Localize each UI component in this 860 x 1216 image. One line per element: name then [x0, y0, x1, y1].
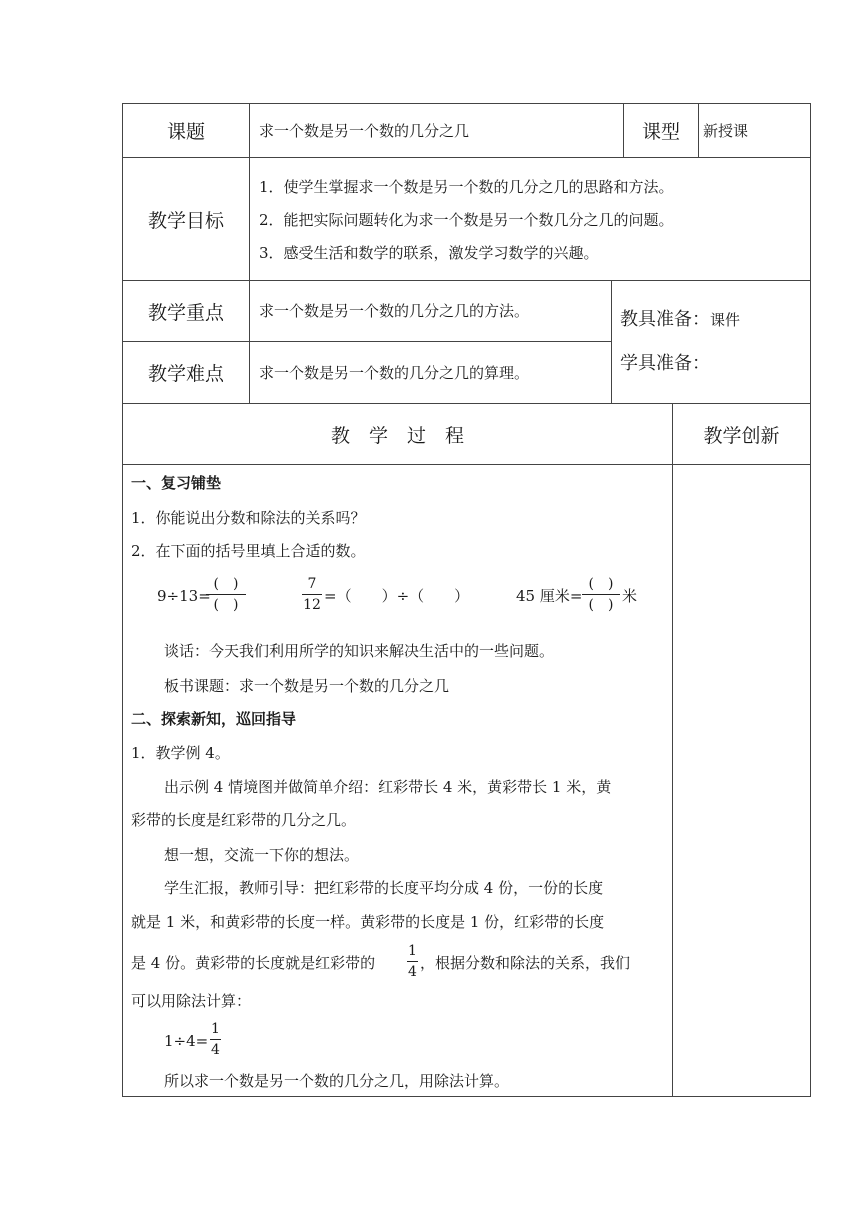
board-text: 板书课题：求一个数是另一个数的几分之几 — [164, 677, 450, 695]
exercise2-fraction — [302, 575, 322, 614]
teacher-tools-label: 教具准备： — [620, 309, 710, 330]
exercise1-fraction — [206, 575, 246, 614]
topic-value: 求一个数是另一个数的几分之几 — [259, 122, 470, 140]
paragraph-text: ，根据分数和除法的关系，我们 — [420, 954, 631, 972]
fraction-denominator: 4 — [408, 964, 417, 980]
process-title: 教 学 过 程 — [330, 424, 464, 447]
objective-item: 3．感受生活和数学的联系，激发学习数学的兴趣。 — [259, 244, 599, 262]
objective-item: 2．能把实际问题转化为求一个数是另一个数几分之几的问题。 — [259, 211, 674, 229]
table-border-bottom — [122, 1096, 811, 1097]
difficulty-label: 教学难点 — [147, 363, 224, 385]
exercise1-denominator: ( ) — [213, 597, 239, 613]
paragraph-line: 学生汇报，教师引导：把红彩带的长度平均分成 4 份，一份的长度 — [164, 879, 604, 897]
exercise1-left: 9÷13= — [157, 587, 211, 605]
type-label: 课型 — [641, 121, 680, 143]
talk-text: 谈话：今天我们利用所学的知识来解决生活中的一些问题。 — [164, 642, 555, 660]
key-point-label: 教学重点 — [147, 301, 224, 324]
table-border-right — [810, 103, 811, 1097]
paragraph-line: 彩带的长度是红彩带的几分之几。 — [131, 811, 357, 829]
difficulty-value: 求一个数是另一个数的几分之几的算理。 — [259, 364, 530, 382]
exercise1-numerator: ( ) — [213, 576, 239, 592]
col-divider — [698, 103, 699, 157]
paragraph-line: 想一想，交流一下你的想法。 — [164, 846, 360, 864]
exercise3-fraction — [582, 575, 620, 614]
col-divider — [249, 103, 250, 403]
col-divider — [611, 280, 612, 403]
teacher-tools — [620, 310, 740, 330]
paragraph-line: 可以用除法计算： — [131, 992, 252, 1010]
paragraph-line: 出示例 4 情境图并做简单介绍：红彩带长 4 米，黄彩带长 1 米，黄 — [164, 778, 612, 796]
type-value: 新授课 — [703, 122, 749, 140]
calculation-left: 1÷4= — [164, 1032, 209, 1050]
example-item: 1．教学例 4。 — [131, 744, 230, 762]
teacher-tools-value: 课件 — [710, 311, 741, 329]
calculation-fraction — [210, 1020, 221, 1059]
review-question: 1．你能说出分数和除法的关系吗？ — [131, 509, 366, 527]
section2-heading: 二、探索新知，巡回指导 — [131, 710, 297, 728]
exercise3-left: 45 厘米= — [516, 587, 583, 605]
exercise3-unit: 米 — [622, 587, 638, 605]
exercise3-numerator: ( ) — [588, 576, 614, 592]
key-point-value: 求一个数是另一个数的几分之几的方法。 — [259, 302, 530, 320]
section1-heading: 一、复习铺垫 — [131, 474, 222, 492]
paragraph-line: 就是 1 米，和黄彩带的长度一样。黄彩带的长度是 1 份，红彩带的长度 — [131, 913, 605, 931]
conclusion-text: 所以求一个数是另一个数的几分之几，用除法计算。 — [164, 1072, 510, 1090]
row-divider — [122, 464, 811, 465]
innovation-title: 教学创新 — [703, 424, 780, 447]
fraction-numerator: 1 — [408, 943, 417, 959]
objectives-label: 教学目标 — [147, 209, 224, 232]
col-divider — [672, 403, 673, 1097]
inline-fraction — [407, 942, 418, 981]
objective-item: 1．使学生掌握求一个数是另一个数的几分之几的思路和方法。 — [259, 178, 674, 196]
calculation-numerator: 1 — [211, 1021, 220, 1037]
exercise2-numerator: 7 — [307, 576, 317, 592]
exercise3-denominator: ( ) — [588, 597, 614, 613]
calculation-denominator: 4 — [211, 1042, 220, 1058]
topic-label: 课题 — [166, 121, 205, 143]
exercise2-right: =（ ）÷（ ） — [324, 587, 470, 605]
paragraph-text: 是 4 份。黄彩带的长度就是红彩带的 — [131, 954, 376, 972]
paragraph-line — [131, 953, 375, 973]
exercise2-denominator: 12 — [303, 597, 321, 613]
review-question: 2．在下面的括号里填上合适的数。 — [131, 542, 366, 560]
student-tools-label: 学具准备： — [620, 353, 710, 374]
